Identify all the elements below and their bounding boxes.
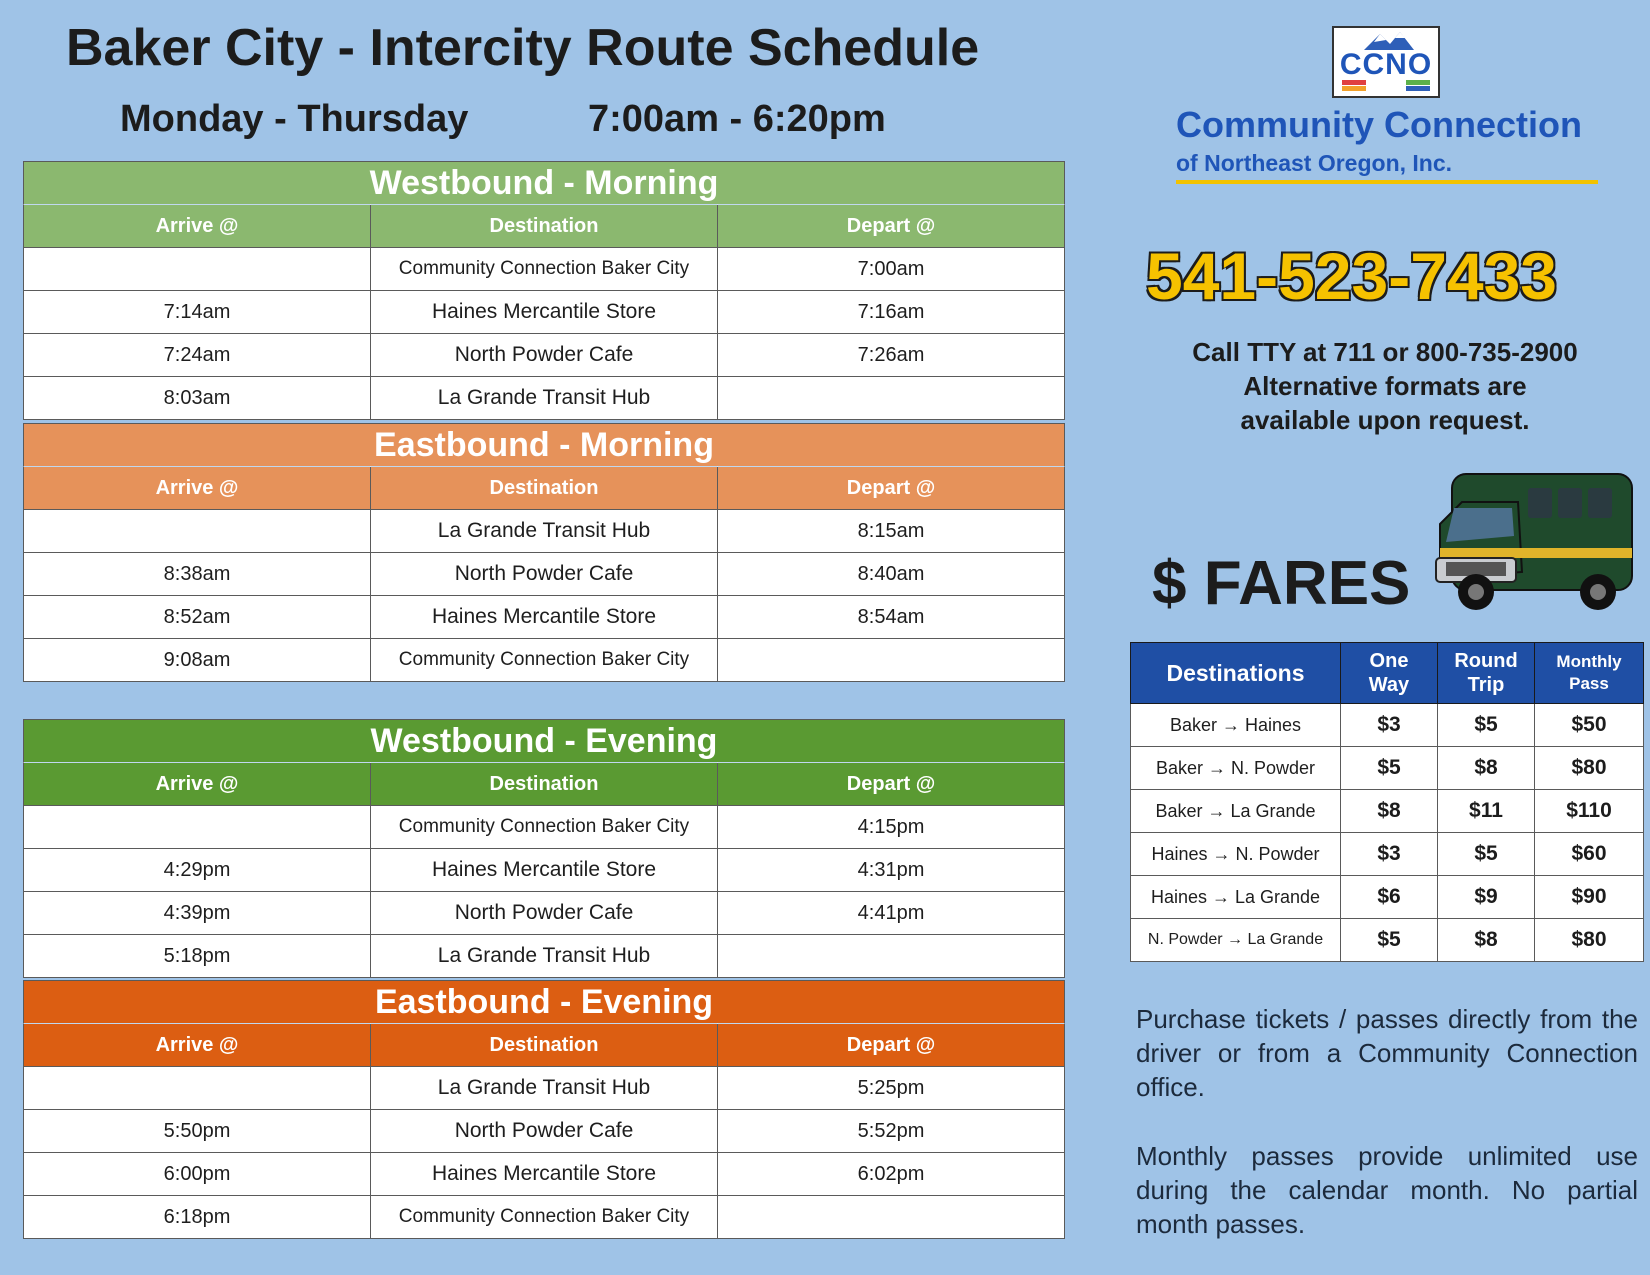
- fare-round-trip: $5: [1438, 704, 1535, 747]
- table-row: [1131, 833, 1644, 876]
- arrive-time: 5:18pm: [24, 935, 371, 978]
- alt-formats-line: available upon request.: [1240, 405, 1530, 435]
- arrive-time: [24, 248, 371, 291]
- table-row: [1131, 747, 1644, 790]
- table-row: [24, 553, 1065, 596]
- destination: Haines Mercantile Store: [371, 291, 718, 334]
- bus-icon: [1432, 462, 1640, 618]
- header-line: Pass: [1569, 674, 1609, 693]
- table-row: [24, 849, 1065, 892]
- table-row: [24, 935, 1065, 978]
- column-header-monthly-pass: [1535, 643, 1644, 704]
- logo-text: CCNO: [1339, 48, 1433, 81]
- table-row: [24, 806, 1065, 849]
- page-title: Baker City - Intercity Route Schedule: [66, 19, 980, 77]
- depart-time: [718, 639, 1065, 682]
- column-header-arrive: Arrive @: [24, 763, 371, 806]
- table-row: [24, 377, 1065, 420]
- organization-subtitle: of Northeast Oregon, Inc.: [1176, 150, 1453, 176]
- destination: Haines Mercantile Store: [371, 1153, 718, 1196]
- fare-monthly: $90: [1535, 876, 1644, 919]
- fare-round-trip: $5: [1438, 833, 1535, 876]
- column-header-round-trip: [1438, 643, 1535, 704]
- service-hours: 7:00am - 6:20pm: [588, 98, 886, 140]
- column-header-destination: Destination: [371, 1024, 718, 1067]
- column-header-depart: Depart @: [718, 1024, 1065, 1067]
- depart-time: 4:41pm: [718, 892, 1065, 935]
- ccno-logo: [1332, 26, 1440, 98]
- destination: North Powder Cafe: [371, 1110, 718, 1153]
- table-row: [1131, 876, 1644, 919]
- table-row: [24, 892, 1065, 935]
- destination: La Grande Transit Hub: [371, 510, 718, 553]
- column-header-destination: Destination: [371, 467, 718, 510]
- column-header-arrive: Arrive @: [24, 467, 371, 510]
- schedule-eastbound-morning: [23, 423, 1065, 682]
- fare-route: Baker → N. Powder: [1131, 747, 1341, 790]
- section-title: Eastbound - Evening: [24, 981, 1065, 1024]
- column-header-destination: Destination: [371, 205, 718, 248]
- arrive-time: [24, 510, 371, 553]
- fare-one-way: $5: [1341, 919, 1438, 962]
- fare-one-way: $5: [1341, 747, 1438, 790]
- column-header-arrive: Arrive @: [24, 1024, 371, 1067]
- fare-round-trip: $9: [1438, 876, 1535, 919]
- arrive-time: 6:18pm: [24, 1196, 371, 1239]
- destination: Community Connection Baker City: [371, 806, 718, 849]
- fare-route: Haines → N. Powder: [1131, 833, 1341, 876]
- destination: Haines Mercantile Store: [371, 849, 718, 892]
- purchase-note: Purchase tickets / passes directly from the driver or from a Community Connection office.: [1136, 1004, 1638, 1102]
- arrive-time: [24, 806, 371, 849]
- destination: Community Connection Baker City: [371, 248, 718, 291]
- table-row: [24, 334, 1065, 377]
- table-row: [1131, 704, 1644, 747]
- header-line: One: [1369, 650, 1409, 672]
- fare-round-trip: $8: [1438, 919, 1535, 962]
- depart-time: 5:25pm: [718, 1067, 1065, 1110]
- section-title: Westbound - Evening: [24, 720, 1065, 763]
- fare-route: Baker → La Grande: [1131, 790, 1341, 833]
- fare-route: Baker → Haines: [1131, 704, 1341, 747]
- destination: La Grande Transit Hub: [371, 377, 718, 420]
- destination: North Powder Cafe: [371, 553, 718, 596]
- column-header-destination: Destination: [371, 763, 718, 806]
- fare-monthly: $110: [1535, 790, 1644, 833]
- divider: [1176, 180, 1598, 184]
- tty-info: [1120, 335, 1650, 437]
- organization-name: Community Connection: [1176, 104, 1582, 145]
- column-header-depart: Depart @: [718, 205, 1065, 248]
- schedule-westbound-morning: [23, 161, 1065, 420]
- arrive-time: 9:08am: [24, 639, 371, 682]
- depart-time: 7:26am: [718, 334, 1065, 377]
- table-row: [24, 1196, 1065, 1239]
- header-line: Monthly: [1556, 652, 1622, 671]
- destination: North Powder Cafe: [371, 892, 718, 935]
- column-header-destinations: Destinations: [1131, 643, 1341, 704]
- column-header-arrive: Arrive @: [24, 205, 371, 248]
- arrive-time: 7:14am: [24, 291, 371, 334]
- header-line: Trip: [1467, 674, 1505, 696]
- arrive-time: 8:03am: [24, 377, 371, 420]
- fares-table: [1130, 642, 1644, 962]
- table-row: [24, 639, 1065, 682]
- depart-time: 7:16am: [718, 291, 1065, 334]
- destination: La Grande Transit Hub: [371, 935, 718, 978]
- column-header-depart: Depart @: [718, 467, 1065, 510]
- depart-time: 5:52pm: [718, 1110, 1065, 1153]
- schedule-eastbound-evening: [23, 980, 1065, 1239]
- fare-route: N. Powder → La Grande: [1131, 919, 1341, 962]
- depart-time: [718, 1196, 1065, 1239]
- depart-time: 6:02pm: [718, 1153, 1065, 1196]
- service-days: Monday - Thursday: [120, 98, 469, 140]
- fare-round-trip: $8: [1438, 747, 1535, 790]
- arrive-time: [24, 1067, 371, 1110]
- tty-line: Call TTY at 711 or 800-735-2900: [1192, 337, 1578, 367]
- fare-monthly: $80: [1535, 747, 1644, 790]
- fare-monthly: $50: [1535, 704, 1644, 747]
- depart-time: 4:31pm: [718, 849, 1065, 892]
- depart-time: 7:00am: [718, 248, 1065, 291]
- table-row: [24, 248, 1065, 291]
- alt-formats-line: Alternative formats are: [1243, 371, 1527, 401]
- section-title: Eastbound - Morning: [24, 424, 1065, 467]
- arrive-time: 4:39pm: [24, 892, 371, 935]
- depart-time: 8:15am: [718, 510, 1065, 553]
- table-row: [24, 596, 1065, 639]
- fare-monthly: $80: [1535, 919, 1644, 962]
- destination: Community Connection Baker City: [371, 1196, 718, 1239]
- fare-one-way: $3: [1341, 704, 1438, 747]
- arrive-time: 6:00pm: [24, 1153, 371, 1196]
- fare-one-way: $3: [1341, 833, 1438, 876]
- phone-number[interactable]: 541-523-7433: [1146, 239, 1558, 313]
- schedule-westbound-evening: [23, 719, 1065, 978]
- header-line: Way: [1368, 674, 1410, 696]
- depart-time: [718, 377, 1065, 420]
- fare-monthly: $60: [1535, 833, 1644, 876]
- fare-one-way: $8: [1341, 790, 1438, 833]
- table-row: [24, 1067, 1065, 1110]
- fare-one-way: $6: [1341, 876, 1438, 919]
- section-title: Westbound - Morning: [24, 162, 1065, 205]
- table-row: [24, 510, 1065, 553]
- arrive-time: 8:38am: [24, 553, 371, 596]
- arrive-time: 7:24am: [24, 334, 371, 377]
- column-header-one-way: [1341, 643, 1438, 704]
- depart-time: [718, 935, 1065, 978]
- destination: Haines Mercantile Store: [371, 596, 718, 639]
- destination: La Grande Transit Hub: [371, 1067, 718, 1110]
- table-row: [24, 291, 1065, 334]
- depart-time: 4:15pm: [718, 806, 1065, 849]
- fares-heading: $ FARES: [1152, 549, 1411, 618]
- arrive-time: 4:29pm: [24, 849, 371, 892]
- table-row: [1131, 790, 1644, 833]
- destination: Community Connection Baker City: [371, 639, 718, 682]
- fare-route: Haines → La Grande: [1131, 876, 1341, 919]
- table-row: [24, 1110, 1065, 1153]
- header-line: Round: [1454, 650, 1518, 672]
- arrive-time: 5:50pm: [24, 1110, 371, 1153]
- table-row: [24, 1153, 1065, 1196]
- fare-round-trip: $11: [1438, 790, 1535, 833]
- destination: North Powder Cafe: [371, 334, 718, 377]
- arrive-time: 8:52am: [24, 596, 371, 639]
- column-header-depart: Depart @: [718, 763, 1065, 806]
- depart-time: 8:40am: [718, 553, 1065, 596]
- depart-time: 8:54am: [718, 596, 1065, 639]
- monthly-pass-note: Monthly passes provide unlimited use during the calendar month. No partial month passes.: [1136, 1141, 1638, 1239]
- table-row: [1131, 919, 1644, 962]
